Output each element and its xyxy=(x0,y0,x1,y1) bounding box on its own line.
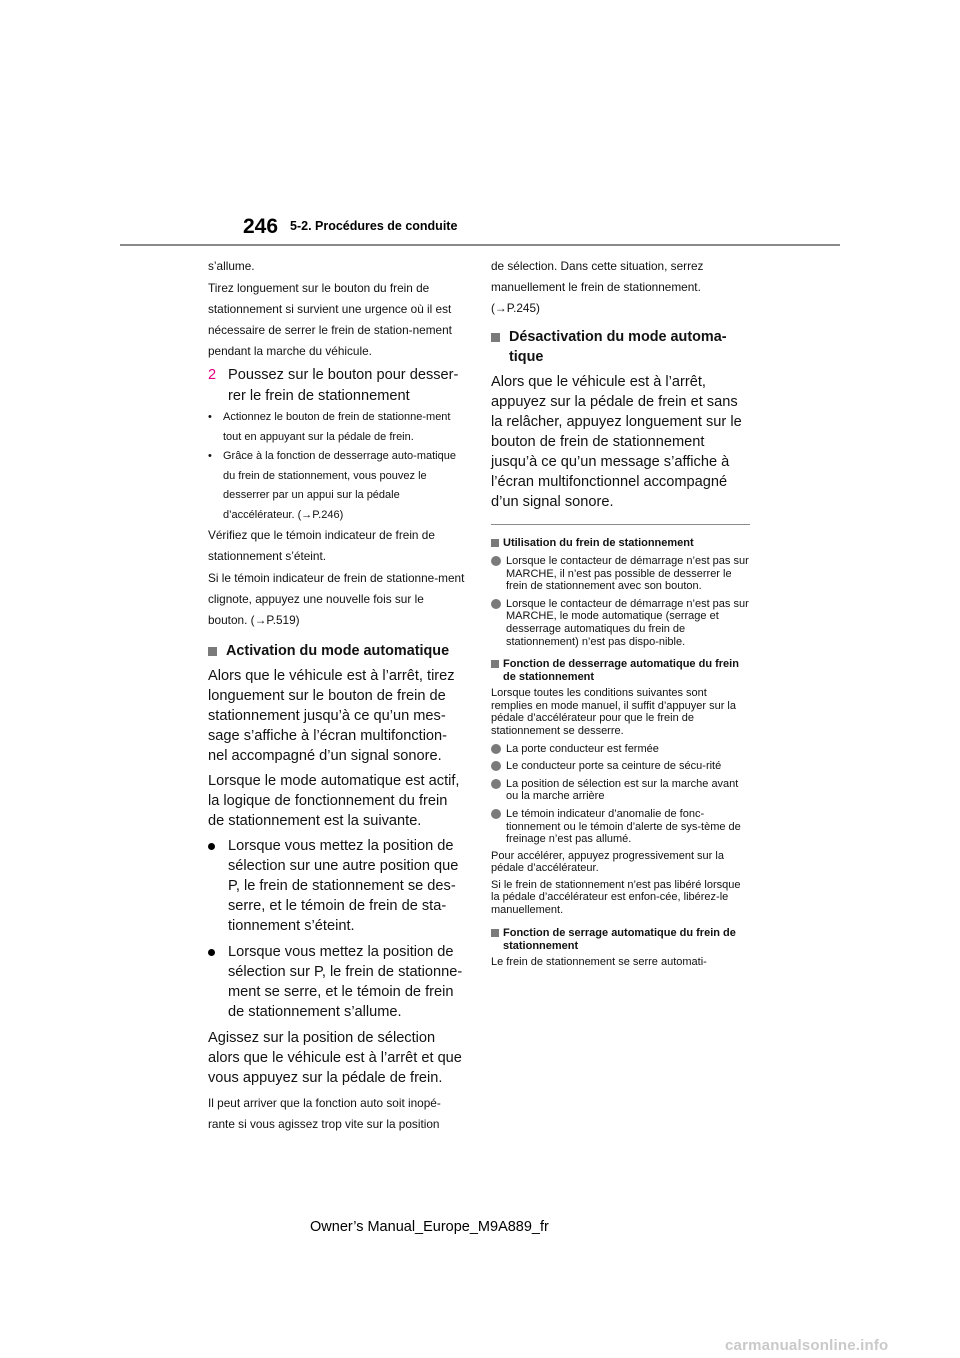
section-title: 5-2. Procédures de conduite xyxy=(290,219,458,233)
paragraph: Il peut arriver que la fonction auto soit inopé-rante si vous agissez trop vite sur la position xyxy=(208,1096,441,1131)
dot-bullet-icon xyxy=(208,949,215,956)
note-item xyxy=(491,555,750,593)
circle-bullet-icon xyxy=(491,599,501,609)
note-paragraph: Si le frein de stationnement n’est pas libéré lorsque la pédale d’accélérateur est enfon-cée, libérez-le manuellement. xyxy=(491,878,741,917)
list-item-text: Actionnez le bouton de frein de stationne-ment tout en appuyant sur la pédale de frein. xyxy=(223,411,451,443)
square-bullet-icon xyxy=(491,929,499,937)
heading-activation xyxy=(208,641,466,661)
note-item-text: La porte conducteur est fermée xyxy=(506,742,659,755)
step-number: 2 xyxy=(208,367,217,383)
heading-desactivation xyxy=(491,327,750,367)
note-heading xyxy=(491,658,750,684)
square-bullet-icon xyxy=(491,539,499,547)
note-item-text: Le témoin indicateur d’anomalie de fonc-tionnement ou le témoin d’alerte de sys-tème de freinage n’est pas allumé. xyxy=(506,807,741,846)
note-heading-text: Fonction de serrage automatique du frein de stationnement xyxy=(503,926,736,952)
paragraph: Agissez sur la position de sélection alors que le véhicule est à l’arrêt et que vous appuyez sur la pédale de frein. xyxy=(208,1030,462,1086)
header-rule xyxy=(120,244,840,246)
square-bullet-icon xyxy=(491,660,499,668)
section-divider xyxy=(491,524,750,525)
page-footer: Owner’s Manual_Europe_M9A889_fr xyxy=(310,1219,549,1235)
right-column xyxy=(491,256,750,972)
note-heading xyxy=(491,537,750,550)
page-header xyxy=(0,0,960,250)
note-heading-text: Fonction de desserrage automatique du frein de stationnement xyxy=(503,658,739,684)
note-item xyxy=(491,808,750,846)
note-item xyxy=(491,743,750,756)
note-heading xyxy=(491,927,750,953)
circle-bullet-icon xyxy=(491,744,501,754)
note-item xyxy=(491,598,750,648)
square-bullet-icon xyxy=(491,333,500,342)
paragraph: Vérifiez que le témoin indicateur de frein de stationnement s’éteint. xyxy=(208,528,435,563)
note-heading-text: Utilisation du frein de stationnement xyxy=(503,537,694,549)
list-item xyxy=(208,836,466,936)
heading-text: Activation du mode automatique xyxy=(226,643,450,659)
circle-bullet-icon xyxy=(491,809,501,819)
bullet-icon: • xyxy=(208,450,212,462)
note-paragraph: Pour accélérer, appuyez progressivement sur la pédale d’accélérateur. xyxy=(491,849,724,875)
step-2 xyxy=(208,365,466,406)
list-item xyxy=(208,408,466,447)
paragraph: Alors que le véhicule est à l’arrêt, appuyez sur la pédale de frein et sans la relâcher, appuyez longuement sur le bouton de frein de stationnement jusqu’à ce qu’un message s’affiche à l’écran multifonctionnel accompagné d’un signal sonore. xyxy=(491,374,742,510)
bullet-icon: • xyxy=(208,411,212,423)
list-item xyxy=(208,447,466,525)
note-paragraph: Le frein de stationnement se serre automati- xyxy=(491,955,707,968)
circle-bullet-icon xyxy=(491,761,501,771)
paragraph: Tirez longuement sur le bouton du frein de stationnement si survient une urgence où il est nécessaire de serrer le frein de station-nement pendant la marche du véhicule. xyxy=(208,281,452,358)
list-item-text: Grâce à la fonction de desserrage auto-matique du frein de stationnement, vous pouvez le desserrer par un appui sur la pédale d’accélérateur. (→P.246) xyxy=(223,450,456,521)
page-number: 246 xyxy=(243,215,279,238)
note-paragraph: Lorsque toutes les conditions suivantes sont remplies en mode manuel, il suffit d’appuyer sur la pédale d’accélérateur pour que le frein de stationnement se desserre. xyxy=(491,687,736,737)
note-item-text: La position de sélection est sur la marche avant ou la marche arrière xyxy=(506,777,739,803)
paragraph: de sélection. Dans cette situation, serrez manuellement le frein de stationnement. (→P.245) xyxy=(491,259,704,315)
heading-text: Désactivation du mode automa-tique xyxy=(509,329,727,365)
list-item-text: Lorsque vous mettez la position de sélection sur une autre position que P, le frein de stationnement se des-serre, et le témoin de frein de sta-tionnement s’éteint. xyxy=(228,838,459,934)
paragraph: Alors que le véhicule est à l’arrêt, tirez longuement sur le bouton de frein de stationnement jusqu’à ce qu’un mes-sage s’affiche à l’écran multifonction-nel accompagné d’un signal sonore. xyxy=(208,668,455,764)
circle-bullet-icon xyxy=(491,556,501,566)
circle-bullet-icon xyxy=(491,779,501,789)
paragraph: s’allume. xyxy=(208,259,255,273)
list-item xyxy=(208,942,466,1022)
watermark: carmanualsonline.info xyxy=(725,1337,889,1354)
paragraph: Lorsque le mode automatique est actif, la logique de fonctionnement du frein de stationnement est la suivante. xyxy=(208,773,460,829)
dot-bullet-icon xyxy=(208,843,215,850)
step-text: Poussez sur le bouton pour desser-rer le frein de stationnement xyxy=(228,367,459,404)
list-item-text: Lorsque vous mettez la position de sélection sur P, le frein de stationne-ment se serre, et le témoin de frein de stationnement s’allume. xyxy=(228,944,463,1020)
note-item-text: Lorsque le contacteur de démarrage n’est pas sur MARCHE, il n’est pas possible de desserrer le frein de stationnement avec son bouton. xyxy=(506,555,749,593)
note-item-text: Lorsque le contacteur de démarrage n’est pas sur MARCHE, le mode automatique (serrage et desserrage automatiques du frein de stationnement) n’est pas dispo-nible. xyxy=(506,597,749,648)
left-column xyxy=(208,256,466,1136)
note-item-text: Le conducteur porte sa ceinture de sécu-rité xyxy=(506,760,722,773)
note-item xyxy=(491,778,750,803)
note-item xyxy=(491,760,750,773)
square-bullet-icon xyxy=(208,647,217,656)
paragraph: Si le témoin indicateur de frein de stationne-ment clignote, appuyez une nouvelle fois sur le bouton. (→P.519) xyxy=(208,571,465,627)
